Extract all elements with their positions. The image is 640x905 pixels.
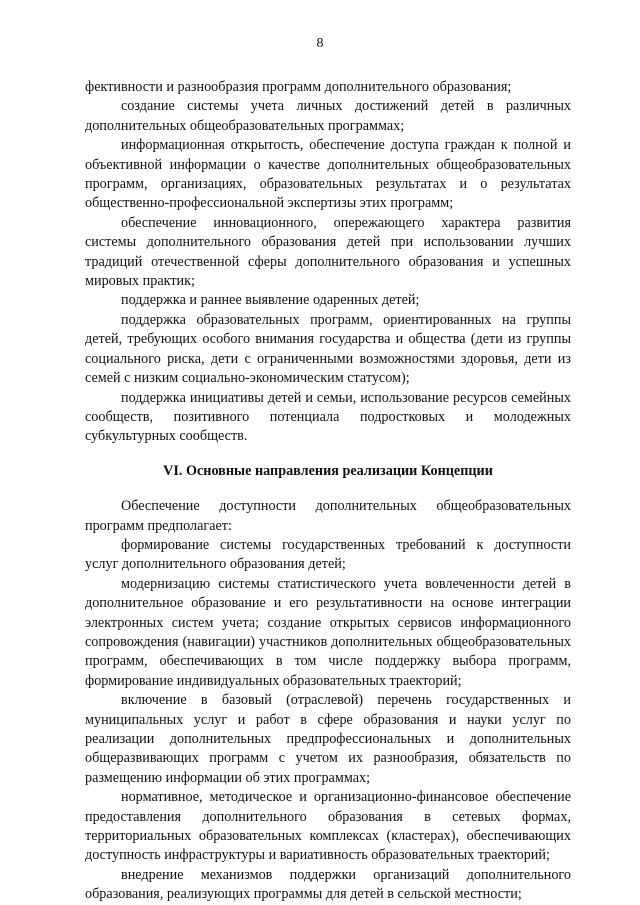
paragraph: модернизацию системы статистического учета вовлеченности детей в дополнительное образование и его результативности на основе интеграции электронных систем учета; создание открытых сервисов информационного сопровождения (навигации) участников дополнительных общеобразовательных программ, обеспечивающих в том числе поддержку выбора программ, формирование индивидуальных образовательных траекторий; bbox=[85, 575, 571, 689]
paragraph: поддержка инициативы детей и семьи, использование ресурсов семейных сообществ, позитивного потенциала подростковых и молодежных субкультурных сообществ. bbox=[85, 389, 571, 445]
paragraph: нормативное, методическое и организационно-финансовое обеспечение предоставления дополнительного образования в сетевых формах, территориальных образовательных комплексах (кластерах), обеспечивающих доступность инфраструктуры и вариативность образовательных траекторий; bbox=[85, 789, 571, 864]
paragraph: фективности и разнообразия программ дополнительного образования; bbox=[85, 79, 512, 95]
paragraph: включение в базовый (отраслевой) перечень государственных и муниципальных услуг и работ в сфере образования и науки услуг по реализации дополнительных предпрофессиональных и дополнительных общеразвивающих программ с учетом их разнообразия, обязательств по размещению информации об этих программах; bbox=[85, 692, 571, 786]
paragraph: поддержка образовательных программ, ориентированных на группы детей, требующих особого внимания государства и общества (дети из группы социального риска, дети с ограниченными возможностями здоровья, дети из семей с низким социально-экономическим статусом); bbox=[85, 311, 571, 387]
paragraph: обеспечение инновационного, опережающего характера развития системы дополнительного образования детей при использовании лучших традиций отечественной сферы дополнительного образования и успешных мировых практик; bbox=[85, 214, 571, 290]
paragraph: внедрение механизмов поддержки организаций дополнительного образования, реализующих программы для детей в сельской местности; bbox=[85, 866, 571, 903]
paragraph: информационная открытость, обеспечение доступа граждан к полной и объективной информации о качестве дополнительных общеобразовательных программ, организациях, образовательных результатах и о результатах общественно-профессиональной экспертизы этих программ; bbox=[85, 137, 571, 212]
paragraph: Обеспечение доступности дополнительных общеобразовательных программ предполагает: bbox=[85, 498, 571, 534]
paragraph: формирование системы государственных требований к доступности услуг дополнительного образования детей; bbox=[85, 536, 571, 573]
page-number: 8 bbox=[316, 36, 324, 51]
document-body bbox=[85, 78, 571, 905]
paragraph: создание системы учета личных достижений детей в различных дополнительных общеобразовательных программах; bbox=[85, 98, 571, 134]
section-heading: VI. Основные направления реализации Концепции bbox=[163, 462, 493, 479]
paragraph: поддержка и раннее выявление одаренных детей; bbox=[121, 292, 420, 309]
